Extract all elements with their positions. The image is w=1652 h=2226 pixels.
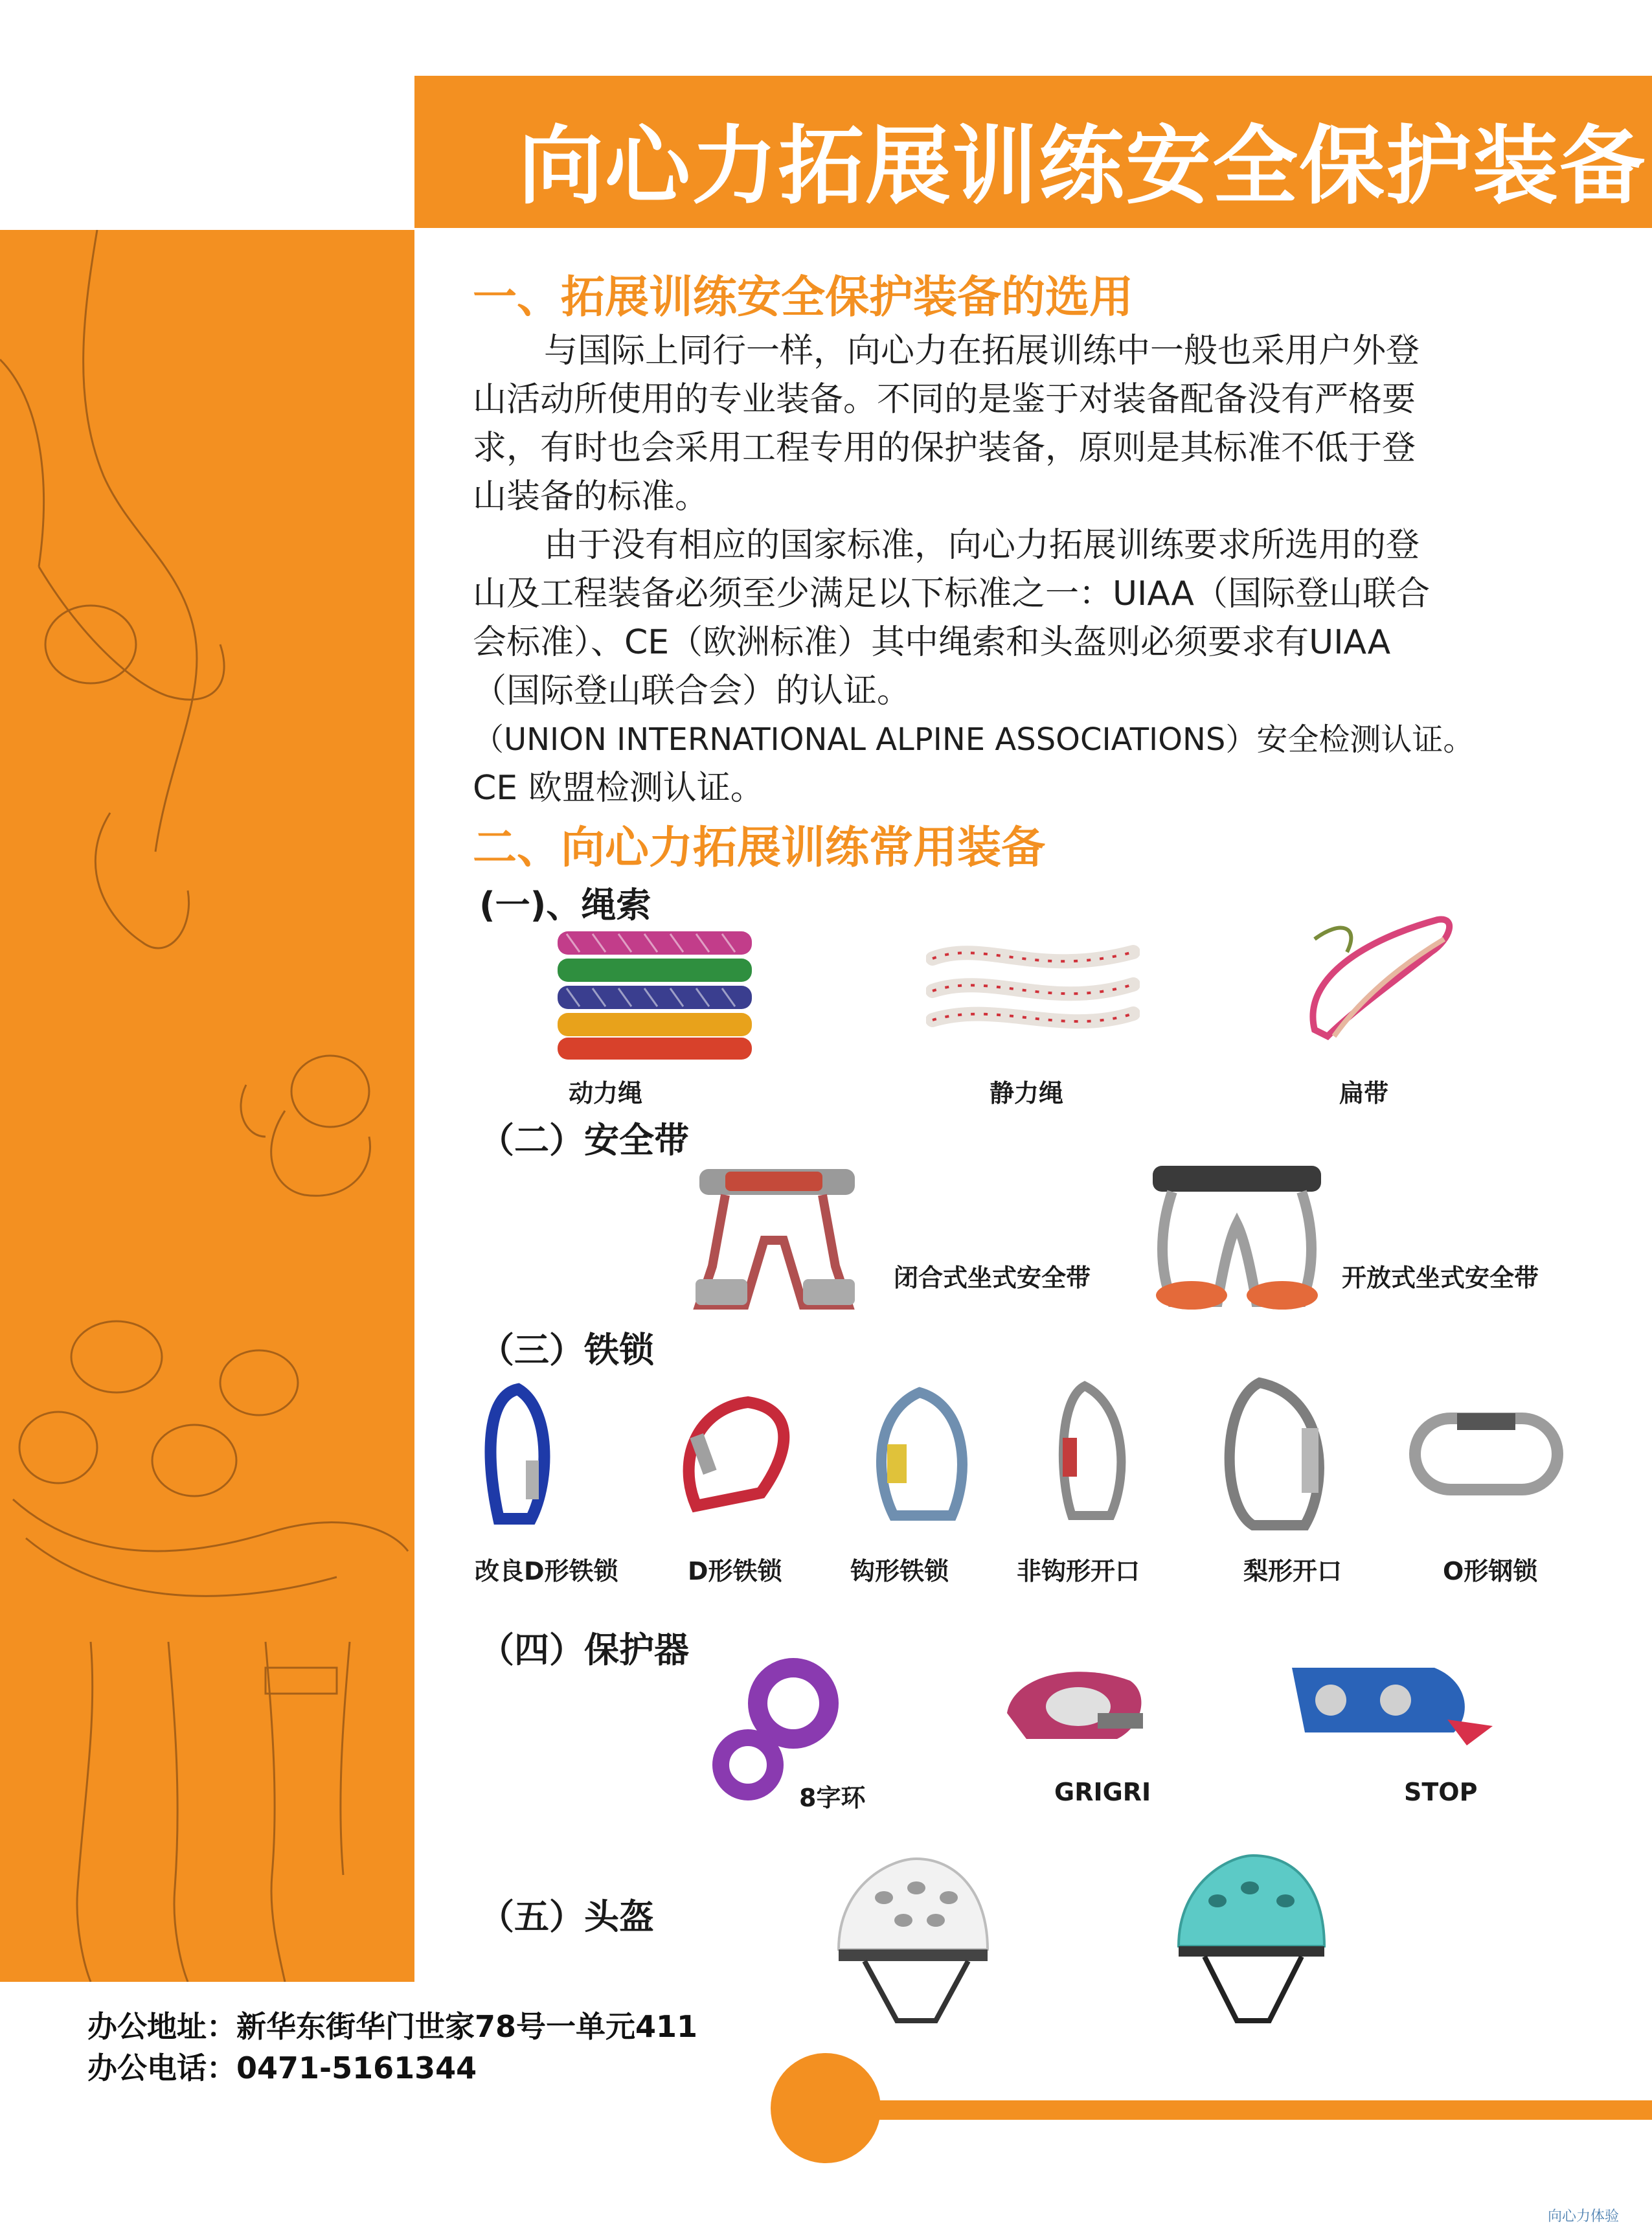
hms-carabiner-image: [868, 1386, 978, 1522]
text-line: （UNION INTERNATIONAL ALPINE ASSOCIATIONS）安全检测认证。: [473, 721, 1475, 758]
closed-harness-image: [686, 1163, 868, 1312]
page-title: 向心力拓展训练安全保护装备: [518, 117, 1646, 216]
text-line: 山及工程装备必须至少满足以下标准之一：UIAA（国际登山联合: [473, 574, 1430, 613]
caption-o-steel: O形钢锁: [1443, 1557, 1538, 1585]
caption-dynamic-rope: 动力绳: [569, 1079, 643, 1107]
non-locking-carabiner-image: [1046, 1380, 1143, 1522]
watermark: 向心力体验: [1548, 2209, 1620, 2225]
section1-paragraph1: [473, 327, 1535, 521]
caption-hms: 钩形铁锁: [850, 1557, 949, 1585]
text-line: （国际登山联合会）的认证。: [473, 672, 911, 710]
office-phone: 办公电话：0471-5161344: [87, 2050, 477, 2085]
text-line: 会标准）、CE（欧洲标准）其中绳索和头盔则必须要求有UIAA: [473, 623, 1391, 662]
harness-label: （二）安全带: [479, 1120, 689, 1161]
sling-image: [1289, 900, 1457, 1049]
belay-label: （四）保护器: [479, 1630, 689, 1670]
footer-stripe: [835, 2100, 1652, 2120]
pear-carabiner-image: [1214, 1376, 1337, 1532]
ropes-label: (一)、绳索: [479, 885, 651, 926]
caption-modified-d: 改良D形铁锁: [475, 1557, 618, 1585]
caption-non-hook: 非钩形开口: [1017, 1557, 1140, 1585]
section1-heading: 一、拓展训练安全保护装备的选用: [473, 272, 1134, 323]
caption-static-rope: 静力绳: [990, 1079, 1064, 1107]
line-art-illustration: [0, 230, 414, 1982]
text-line: 山活动所使用的专业装备。不同的是鉴于对装备配备没有严格要: [473, 380, 1416, 419]
caption-figure-eight: 8字环: [799, 1784, 866, 1812]
d-carabiner-image: [670, 1396, 800, 1519]
grigri-image: [1001, 1655, 1156, 1752]
white-helmet-image: [826, 1852, 994, 2034]
caption-grigri: GRIGRI: [1054, 1778, 1151, 1806]
stop-descender-image: [1279, 1642, 1499, 1752]
text-line: 由于没有相应的国家标准，向心力拓展训练要求所选用的登: [544, 526, 1420, 565]
side-illustration-panel: [0, 230, 414, 1982]
open-harness-image: [1146, 1159, 1328, 1315]
text-line: 与国际上同行一样，向心力在拓展训练中一般也采用户外登: [544, 332, 1420, 370]
dynamic-rope-image: [554, 926, 761, 1062]
office-address: 办公地址：新华东街华门世家78号一单元411: [87, 2009, 698, 2044]
text-line: CE 欧盟检测认证。: [473, 769, 764, 808]
caption-stop: STOP: [1404, 1778, 1478, 1806]
section2-heading: 二、向心力拓展训练常用装备: [473, 823, 1046, 874]
helmets-label: （五）头盔: [479, 1896, 654, 1937]
caption-sling: 扁带: [1339, 1079, 1389, 1107]
modified-d-carabiner-image: [479, 1383, 557, 1532]
static-rope-image: [926, 933, 1140, 1043]
caption-d: D形铁锁: [688, 1557, 782, 1585]
caption-open-harness: 开放式坐式安全带: [1342, 1264, 1539, 1292]
teal-helmet-image: [1166, 1849, 1334, 2034]
carabiners-label: （三）铁锁: [479, 1330, 654, 1370]
text-line: 求，有时也会采用工程专用的保护装备，原则是其标准不低于登: [473, 429, 1416, 468]
section1-paragraph2: [473, 521, 1535, 813]
caption-closed-harness: 闭合式坐式安全带: [894, 1264, 1091, 1292]
caption-pear: 梨形开口: [1243, 1557, 1342, 1585]
o-steel-carabiner-image: [1405, 1405, 1567, 1503]
text-line: 山装备的标准。: [473, 477, 709, 516]
